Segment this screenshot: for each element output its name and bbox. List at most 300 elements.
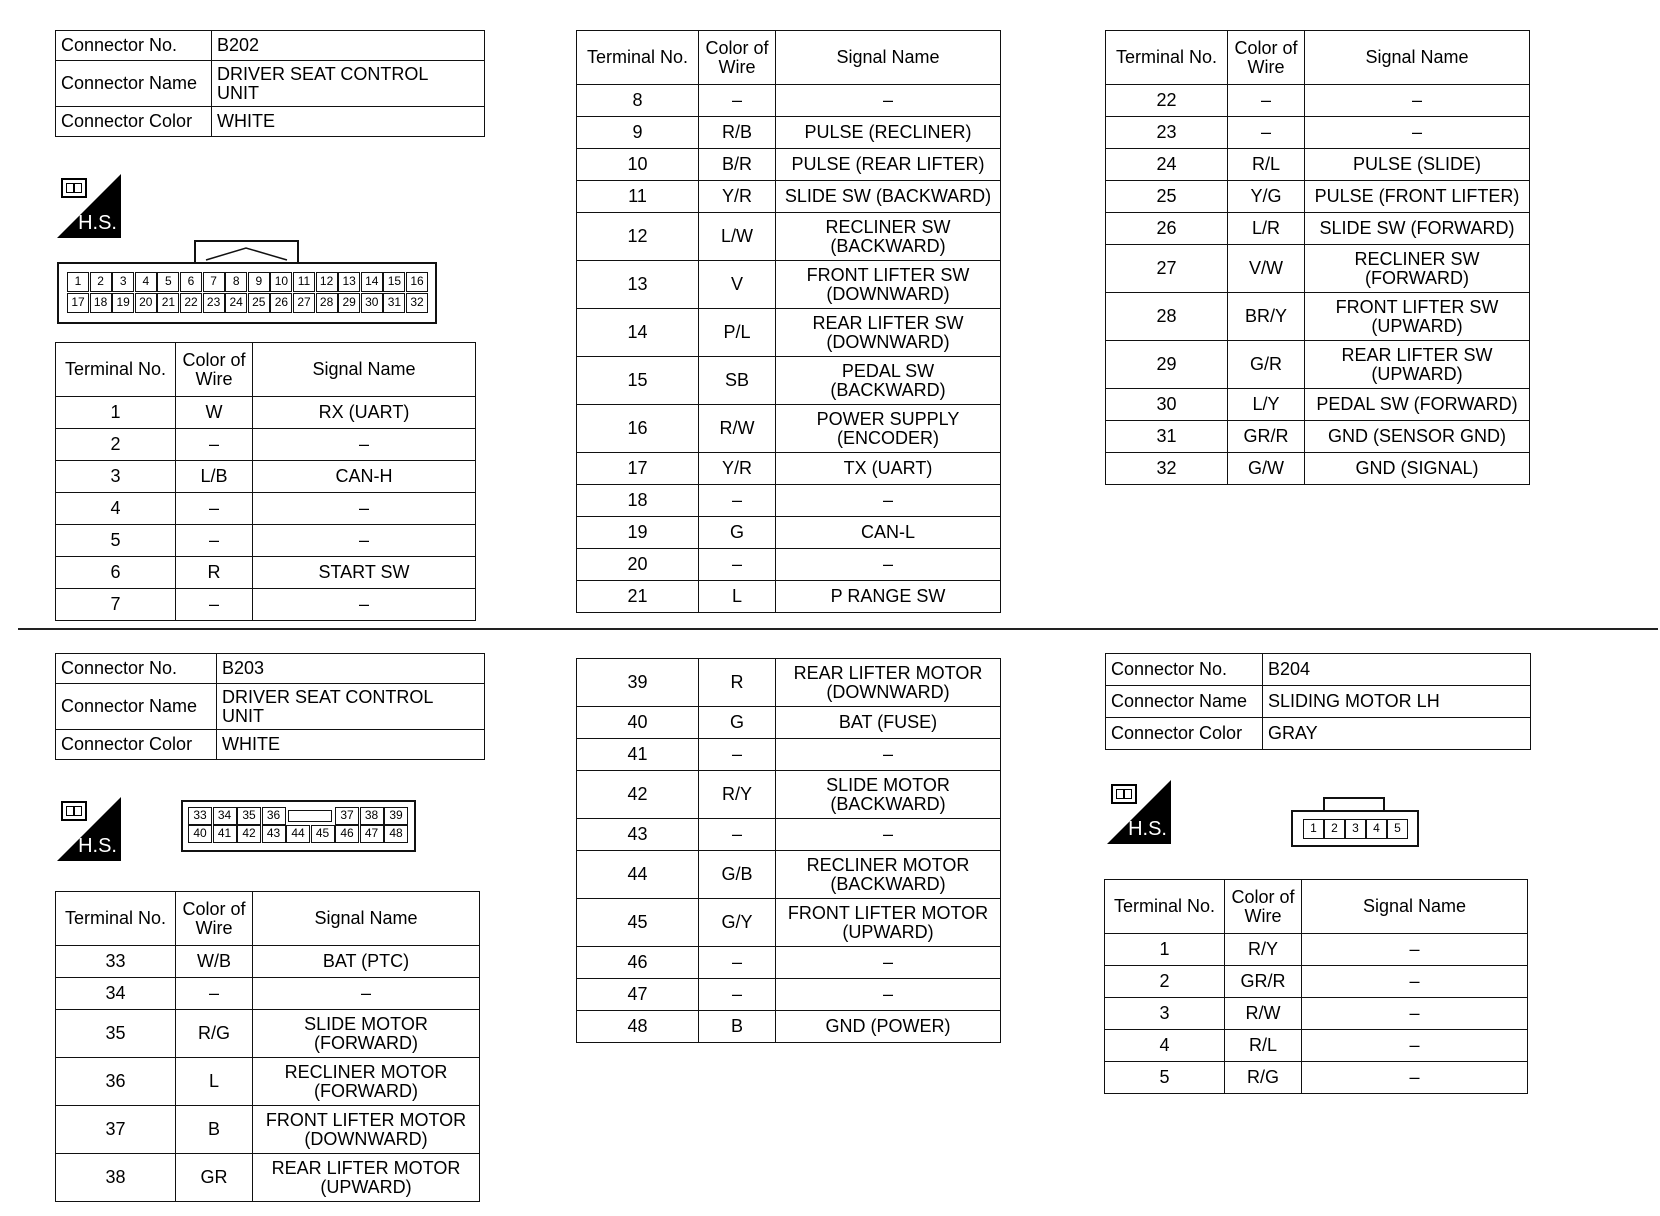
pin-cell: 18 <box>90 293 112 313</box>
wire-color-cell: – <box>176 589 253 621</box>
pin-cell: 23 <box>203 293 225 313</box>
pin-cell: 37 <box>335 807 359 825</box>
terminal-no-cell: 1 <box>1105 934 1225 966</box>
wire-color-cell: B <box>176 1106 253 1154</box>
terminal-no-cell: 3 <box>1105 998 1225 1030</box>
pin-cell: 6 <box>180 272 202 292</box>
b204-terminal-table <box>1104 879 1528 1094</box>
signal-name-cell: PULSE (FRONT LIFTER) <box>1305 181 1530 213</box>
table-row <box>577 117 1001 149</box>
terminal-no-cell: 10 <box>577 149 699 181</box>
signal-name-cell: PEDAL SW (FORWARD) <box>1305 389 1530 421</box>
wire-color-cell: – <box>699 947 776 979</box>
pin-cell: 11 <box>293 272 315 292</box>
connector-color-label: Connector Color <box>1106 718 1263 750</box>
table-row <box>56 525 476 557</box>
pin-cell: 1 <box>67 272 89 292</box>
terminal-no-cell: 29 <box>1106 341 1228 389</box>
signal-name-cell: BAT (PTC) <box>253 946 480 978</box>
wire-color-cell: G/R <box>1228 341 1305 389</box>
pin-cell: 47 <box>360 825 384 843</box>
wire-color-cell: – <box>1228 117 1305 149</box>
wire-color-cell: L/Y <box>1228 389 1305 421</box>
table-row <box>1106 453 1530 485</box>
wire-color-cell: – <box>176 429 253 461</box>
connector-name-label: Connector Name <box>56 61 212 107</box>
signal-name-cell: CAN-L <box>776 517 1001 549</box>
pin-cell: 25 <box>248 293 270 313</box>
wire-color-cell: L/R <box>1228 213 1305 245</box>
wire-color-cell: – <box>699 549 776 581</box>
terminal-no-cell: 48 <box>577 1011 699 1043</box>
terminal-no-cell: 35 <box>56 1010 176 1058</box>
header-terminal-no: Terminal No. <box>1105 880 1225 934</box>
wire-color-cell: Y/G <box>1228 181 1305 213</box>
table-row <box>1106 389 1530 421</box>
table-row <box>577 549 1001 581</box>
pin-cell: 13 <box>338 272 360 292</box>
terminal-no-cell: 13 <box>577 261 699 309</box>
terminal-no-cell: 24 <box>1106 149 1228 181</box>
table-row <box>56 589 476 621</box>
signal-name-cell: REAR LIFTER SW (UPWARD) <box>1305 341 1530 389</box>
signal-name-cell: – <box>776 819 1001 851</box>
wire-color-cell: L <box>176 1058 253 1106</box>
wire-color-cell: BR/Y <box>1228 293 1305 341</box>
b202-terminal-table-3 <box>1105 30 1530 485</box>
table-row <box>56 946 480 978</box>
pin-cell: 5 <box>1387 819 1408 839</box>
table-row <box>56 978 480 1010</box>
pin-cell: 35 <box>237 807 261 825</box>
signal-name-cell: REAR LIFTER MOTOR (UPWARD) <box>253 1154 480 1202</box>
wire-color-cell: B <box>699 1011 776 1043</box>
wire-color-cell: W/B <box>176 946 253 978</box>
pin-cell: 15 <box>383 272 405 292</box>
terminal-no-cell: 42 <box>577 771 699 819</box>
header-signal-name: Signal Name <box>776 31 1001 85</box>
connector-color-value: GRAY <box>1263 718 1531 750</box>
connector-no-label: Connector No. <box>56 31 212 61</box>
wire-color-cell: – <box>699 485 776 517</box>
table-row <box>1106 213 1530 245</box>
signal-name-cell: REAR LIFTER SW (DOWNWARD) <box>776 309 1001 357</box>
signal-name-cell: – <box>253 525 476 557</box>
header-terminal-no: Terminal No. <box>577 31 699 85</box>
terminal-no-cell: 2 <box>56 429 176 461</box>
header-signal-name: Signal Name <box>253 343 476 397</box>
table-row <box>1105 998 1528 1030</box>
terminal-no-cell: 25 <box>1106 181 1228 213</box>
pin-cell: 3 <box>112 272 134 292</box>
b204-connector-info <box>1105 653 1531 750</box>
table-row <box>577 453 1001 485</box>
terminal-no-cell: 11 <box>577 181 699 213</box>
connector-no-label: Connector No. <box>56 654 217 684</box>
pin-cell: 28 <box>316 293 338 313</box>
header-signal-name: Signal Name <box>1305 31 1530 85</box>
signal-name-cell: START SW <box>253 557 476 589</box>
wire-color-cell: – <box>699 819 776 851</box>
pin-cell: 44 <box>286 825 310 843</box>
pin-cell: 2 <box>1324 819 1345 839</box>
pin-cell: 3 <box>1345 819 1366 839</box>
terminal-no-cell: 5 <box>56 525 176 557</box>
b203-connector-face-icon <box>181 800 416 852</box>
pin-cell: 5 <box>157 272 179 292</box>
connector-color-value: WHITE <box>212 107 485 137</box>
pin-cell: 8 <box>225 272 247 292</box>
table-row <box>1106 85 1530 117</box>
terminal-no-cell: 4 <box>56 493 176 525</box>
table-row <box>577 979 1001 1011</box>
terminal-no-cell: 15 <box>577 357 699 405</box>
terminal-no-cell: 12 <box>577 213 699 261</box>
header-terminal-no: Terminal No. <box>1106 31 1228 85</box>
table-row <box>577 659 1001 707</box>
terminal-no-cell: 46 <box>577 947 699 979</box>
wire-color-cell: R/Y <box>699 771 776 819</box>
connector-name-value: DRIVER SEAT CONTROL UNIT <box>217 684 485 730</box>
terminal-no-cell: 2 <box>1105 966 1225 998</box>
signal-name-cell: GND (SENSOR GND) <box>1305 421 1530 453</box>
signal-name-cell: – <box>1305 85 1530 117</box>
terminal-no-cell: 28 <box>1106 293 1228 341</box>
header-terminal-no: Terminal No. <box>56 343 176 397</box>
table-row <box>577 517 1001 549</box>
signal-name-cell: RECLINER SW (FORWARD) <box>1305 245 1530 293</box>
pin-cell: 22 <box>180 293 202 313</box>
terminal-no-cell: 40 <box>577 707 699 739</box>
signal-name-cell: – <box>776 485 1001 517</box>
table-row <box>56 461 476 493</box>
terminal-no-cell: 21 <box>577 581 699 613</box>
header-signal-name: Signal Name <box>253 892 480 946</box>
table-row <box>1105 1062 1528 1094</box>
wire-color-cell: SB <box>699 357 776 405</box>
table-row <box>577 405 1001 453</box>
header-signal-name: Signal Name <box>1302 880 1528 934</box>
terminal-no-cell: 32 <box>1106 453 1228 485</box>
pin-cell: 34 <box>213 807 237 825</box>
terminal-no-cell: 17 <box>577 453 699 485</box>
signal-name-cell: FRONT LIFTER MOTOR (DOWNWARD) <box>253 1106 480 1154</box>
terminal-no-cell: 39 <box>577 659 699 707</box>
signal-name-cell: CAN-H <box>253 461 476 493</box>
wire-color-cell: G/Y <box>699 899 776 947</box>
table-row <box>56 493 476 525</box>
table-row <box>56 557 476 589</box>
hs-label: H.S. <box>78 835 117 857</box>
pin-cell: 26 <box>270 293 292 313</box>
wire-color-cell: L/B <box>176 461 253 493</box>
pin-cell: 10 <box>270 272 292 292</box>
signal-name-cell: RX (UART) <box>253 397 476 429</box>
pin-cell: 41 <box>213 825 237 843</box>
harness-side-icon <box>57 174 121 238</box>
wire-color-cell: R/L <box>1228 149 1305 181</box>
signal-name-cell: PULSE (REAR LIFTER) <box>776 149 1001 181</box>
table-row <box>56 1010 480 1058</box>
pin-cell: 16 <box>406 272 428 292</box>
signal-name-cell: GND (POWER) <box>776 1011 1001 1043</box>
pin-cell: 31 <box>383 293 405 313</box>
signal-name-cell: RECLINER MOTOR (FORWARD) <box>253 1058 480 1106</box>
connector-no-label: Connector No. <box>1106 654 1263 686</box>
connector-name-label: Connector Name <box>1106 686 1263 718</box>
terminal-no-cell: 27 <box>1106 245 1228 293</box>
table-row <box>56 1154 480 1202</box>
wire-color-cell: – <box>176 525 253 557</box>
pin-cell: 29 <box>338 293 360 313</box>
pin-cell: 46 <box>335 825 359 843</box>
wire-color-cell: – <box>1228 85 1305 117</box>
terminal-no-cell: 8 <box>577 85 699 117</box>
signal-name-cell: – <box>1302 934 1528 966</box>
table-row <box>577 739 1001 771</box>
signal-name-cell: PULSE (SLIDE) <box>1305 149 1530 181</box>
wire-color-cell: R/Y <box>1225 934 1302 966</box>
table-row <box>577 1011 1001 1043</box>
pin-slot <box>288 810 332 822</box>
terminal-no-cell: 37 <box>56 1106 176 1154</box>
table-row <box>56 429 476 461</box>
table-row <box>1105 934 1528 966</box>
signal-name-cell: – <box>776 979 1001 1011</box>
terminal-no-cell: 23 <box>1106 117 1228 149</box>
terminal-no-cell: 14 <box>577 309 699 357</box>
wire-color-cell: R <box>699 659 776 707</box>
pin-cell: 21 <box>157 293 179 313</box>
table-row <box>56 1106 480 1154</box>
signal-name-cell: RECLINER SW (BACKWARD) <box>776 213 1001 261</box>
harness-side-icon <box>1107 780 1171 844</box>
wire-color-cell: W <box>176 397 253 429</box>
connector-no-value: B203 <box>217 654 485 684</box>
terminal-no-cell: 36 <box>56 1058 176 1106</box>
connector-name-label: Connector Name <box>56 684 217 730</box>
signal-name-cell: – <box>776 739 1001 771</box>
table-row <box>56 397 476 429</box>
pin-cell: 1 <box>1303 819 1324 839</box>
pin-cell: 40 <box>188 825 212 843</box>
connector-color-label: Connector Color <box>56 730 217 760</box>
wire-color-cell: L <box>699 581 776 613</box>
table-row <box>577 149 1001 181</box>
terminal-no-cell: 22 <box>1106 85 1228 117</box>
table-row <box>577 947 1001 979</box>
terminal-no-cell: 34 <box>56 978 176 1010</box>
pin-cell: 2 <box>90 272 112 292</box>
table-row <box>577 309 1001 357</box>
header-wire-color: Color of Wire <box>1225 880 1302 934</box>
connector-no-value: B204 <box>1263 654 1531 686</box>
signal-name-cell: GND (SIGNAL) <box>1305 453 1530 485</box>
pin-cell: 9 <box>248 272 270 292</box>
terminal-no-cell: 18 <box>577 485 699 517</box>
signal-name-cell: BAT (FUSE) <box>776 707 1001 739</box>
hs-label: H.S. <box>78 212 117 234</box>
pin-cell: 24 <box>225 293 247 313</box>
table-row <box>577 771 1001 819</box>
wire-color-cell: R/L <box>1225 1030 1302 1062</box>
table-row <box>1106 149 1530 181</box>
wire-color-cell: Y/R <box>699 453 776 485</box>
signal-name-cell: REAR LIFTER MOTOR (DOWNWARD) <box>776 659 1001 707</box>
pin-cell: 4 <box>135 272 157 292</box>
wire-color-cell: G/W <box>1228 453 1305 485</box>
signal-name-cell: – <box>776 85 1001 117</box>
pin-cell: 45 <box>311 825 335 843</box>
signal-name-cell: – <box>1302 1062 1528 1094</box>
pin-cell: 36 <box>262 807 286 825</box>
wire-color-cell: R <box>176 557 253 589</box>
wire-color-cell: GR/R <box>1225 966 1302 998</box>
b203-terminal-table-2 <box>576 658 1001 1043</box>
harness-side-icon <box>57 797 121 861</box>
signal-name-cell: SLIDE MOTOR (FORWARD) <box>253 1010 480 1058</box>
header-wire-color: Color of Wire <box>176 892 253 946</box>
pin-cell: 27 <box>293 293 315 313</box>
terminal-no-cell: 43 <box>577 819 699 851</box>
table-row <box>1106 341 1530 389</box>
signal-name-cell: RECLINER MOTOR (BACKWARD) <box>776 851 1001 899</box>
connector-name-value: SLIDING MOTOR LH <box>1263 686 1531 718</box>
terminal-no-cell: 9 <box>577 117 699 149</box>
wire-color-cell: R/G <box>176 1010 253 1058</box>
signal-name-cell: – <box>1302 998 1528 1030</box>
wire-color-cell: GR/R <box>1228 421 1305 453</box>
table-row <box>577 707 1001 739</box>
pin-cell: 33 <box>188 807 212 825</box>
table-row <box>577 899 1001 947</box>
signal-name-cell: POWER SUPPLY (ENCODER) <box>776 405 1001 453</box>
table-row <box>577 261 1001 309</box>
connector-no-value: B202 <box>212 31 485 61</box>
table-row <box>56 1058 480 1106</box>
signal-name-cell: – <box>1305 117 1530 149</box>
terminal-no-cell: 41 <box>577 739 699 771</box>
signal-name-cell: FRONT LIFTER SW (DOWNWARD) <box>776 261 1001 309</box>
table-row <box>577 213 1001 261</box>
b202-connector-face-icon <box>57 240 437 324</box>
header-terminal-no: Terminal No. <box>56 892 176 946</box>
table-row <box>577 357 1001 405</box>
pin-cell: 4 <box>1366 819 1387 839</box>
terminal-no-cell: 7 <box>56 589 176 621</box>
b204-connector-face-icon <box>1291 797 1419 847</box>
section-divider <box>18 628 1658 630</box>
table-row <box>577 851 1001 899</box>
wire-color-cell: V/W <box>1228 245 1305 293</box>
wire-color-cell: B/R <box>699 149 776 181</box>
signal-name-cell: FRONT LIFTER MOTOR (UPWARD) <box>776 899 1001 947</box>
signal-name-cell: SLIDE MOTOR (BACKWARD) <box>776 771 1001 819</box>
table-row <box>577 485 1001 517</box>
terminal-no-cell: 30 <box>1106 389 1228 421</box>
wire-color-cell: L/W <box>699 213 776 261</box>
terminal-no-cell: 16 <box>577 405 699 453</box>
table-row <box>1106 181 1530 213</box>
terminal-no-cell: 3 <box>56 461 176 493</box>
b203-connector-info <box>55 653 485 760</box>
table-row <box>1106 293 1530 341</box>
pin-cell: 12 <box>316 272 338 292</box>
terminal-no-cell: 4 <box>1105 1030 1225 1062</box>
signal-name-cell: – <box>776 549 1001 581</box>
wire-color-cell: P/L <box>699 309 776 357</box>
table-row <box>1106 245 1530 293</box>
wire-color-cell: G/B <box>699 851 776 899</box>
wire-color-cell: G <box>699 707 776 739</box>
wire-color-cell: – <box>699 739 776 771</box>
signal-name-cell: FRONT LIFTER SW (UPWARD) <box>1305 293 1530 341</box>
signal-name-cell: PEDAL SW (BACKWARD) <box>776 357 1001 405</box>
wire-color-cell: R/G <box>1225 1062 1302 1094</box>
wire-color-cell: – <box>699 85 776 117</box>
terminal-no-cell: 6 <box>56 557 176 589</box>
terminal-no-cell: 33 <box>56 946 176 978</box>
wire-color-cell: R/W <box>1225 998 1302 1030</box>
b203-terminal-table-1 <box>55 891 480 1202</box>
signal-name-cell: – <box>1302 1030 1528 1062</box>
pin-cell: 14 <box>361 272 383 292</box>
table-row <box>1106 421 1530 453</box>
signal-name-cell: PULSE (RECLINER) <box>776 117 1001 149</box>
terminal-no-cell: 1 <box>56 397 176 429</box>
table-row <box>1105 966 1528 998</box>
wire-color-cell: – <box>176 978 253 1010</box>
b202-terminal-table-1 <box>55 342 476 621</box>
terminal-no-cell: 19 <box>577 517 699 549</box>
table-row <box>577 581 1001 613</box>
wire-color-cell: G <box>699 517 776 549</box>
pin-cell: 19 <box>112 293 134 313</box>
terminal-no-cell: 31 <box>1106 421 1228 453</box>
terminal-no-cell: 20 <box>577 549 699 581</box>
pin-cell: 30 <box>361 293 383 313</box>
pin-cell: 43 <box>262 825 286 843</box>
pin-cell: 32 <box>406 293 428 313</box>
header-wire-color: Color of Wire <box>1228 31 1305 85</box>
terminal-no-cell: 38 <box>56 1154 176 1202</box>
wire-color-cell: R/B <box>699 117 776 149</box>
pin-cell: 39 <box>384 807 408 825</box>
signal-name-cell: P RANGE SW <box>776 581 1001 613</box>
signal-name-cell: – <box>253 493 476 525</box>
wire-color-cell: R/W <box>699 405 776 453</box>
header-wire-color: Color of Wire <box>176 343 253 397</box>
terminal-no-cell: 5 <box>1105 1062 1225 1094</box>
b202-terminal-table-2 <box>576 30 1001 613</box>
wire-color-cell: Y/R <box>699 181 776 213</box>
signal-name-cell: TX (UART) <box>776 453 1001 485</box>
wire-color-cell: – <box>699 979 776 1011</box>
wire-color-cell: – <box>176 493 253 525</box>
header-wire-color: Color of Wire <box>699 31 776 85</box>
wire-color-cell: GR <box>176 1154 253 1202</box>
table-row <box>577 819 1001 851</box>
signal-name-cell: – <box>1302 966 1528 998</box>
terminal-no-cell: 47 <box>577 979 699 1011</box>
pin-cell: 7 <box>203 272 225 292</box>
pin-cell: 48 <box>384 825 408 843</box>
connector-name-value: DRIVER SEAT CONTROL UNIT <box>212 61 485 107</box>
signal-name-cell: SLIDE SW (BACKWARD) <box>776 181 1001 213</box>
terminal-no-cell: 45 <box>577 899 699 947</box>
table-row <box>1105 1030 1528 1062</box>
connector-color-value: WHITE <box>217 730 485 760</box>
